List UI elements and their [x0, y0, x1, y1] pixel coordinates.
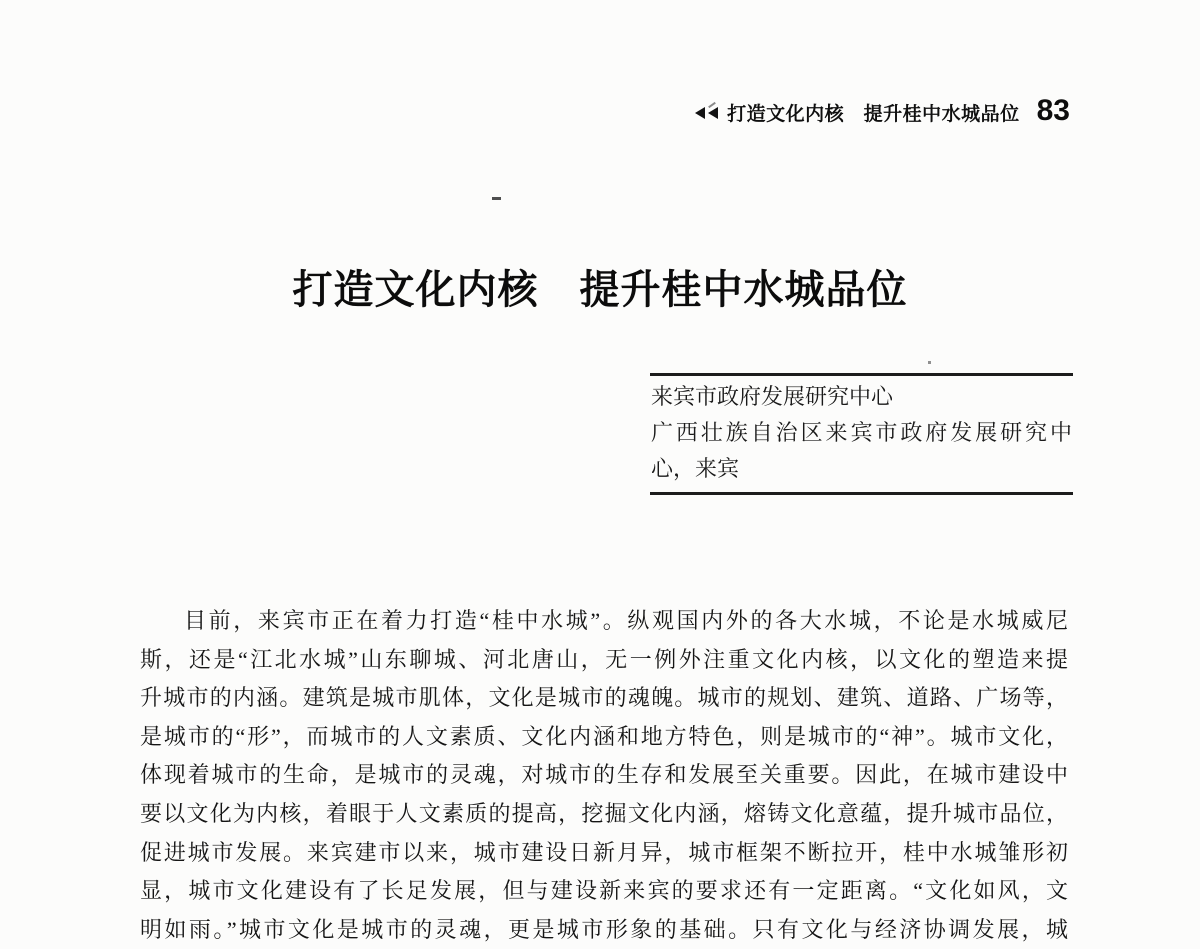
paragraph-line: 升城市的内涵。建筑是城市肌体，文化是城市的魂魄。城市的规划、建筑、道路、广场等， — [140, 685, 1068, 711]
affiliation-line: 来宾市政府发展研究中心 — [651, 384, 894, 409]
paragraph-line: 明如雨。”城市文化是城市的灵魂，更是城市形象的基础。只有文化与经济协调发展，城 — [140, 916, 1068, 942]
paragraph-line: 促进城市发展。来宾建市以来，城市建设日新月异，城市框架不断拉开，桂中水城雏形初 — [140, 839, 1068, 865]
affiliation-block — [650, 373, 1073, 495]
paragraph-line: 体现着城市的生命，是城市的灵魂，对城市的生存和发展至关重要。因此，在城市建设中 — [140, 762, 1068, 788]
paragraph-line: 要以文化为内核，着眼于人文素质的提高，挖掘文化内涵，熔铸文化意蕴，提升城市品位， — [140, 800, 1068, 826]
scan-artifact — [928, 361, 931, 364]
left-triangle-icon — [708, 107, 718, 119]
body-paragraph — [140, 602, 1068, 949]
left-triangle-icon — [695, 107, 705, 119]
scan-artifact — [492, 197, 501, 200]
running-head-title: 打造文化内核 提升桂中水城品位 — [727, 104, 1020, 125]
paragraph-line: 是城市的“形”，而城市的人文素质、文化内涵和地方特色，则是城市的“神”。城市文化， — [140, 723, 1068, 749]
affiliation-line: 广西壮族自治区来宾市政府发展研究中 — [651, 420, 1072, 445]
running-head — [0, 94, 1070, 128]
affiliation-line: 心，来宾 — [651, 456, 740, 481]
paragraph-line: 目前，来宾市正在着力打造“桂中水城”。纵观国内外的各大水城，不论是水城威尼 — [184, 608, 1068, 633]
paragraph-line: 斯，还是“江北水城”山东聊城、河北唐山，无一例外注重文化内核，以文化的塑造来提 — [140, 646, 1068, 672]
double-left-triangle-icon — [695, 107, 718, 119]
paragraph-line: 显，城市文化建设有了长足发展，但与建设新来宾的要求还有一定距离。“文化如风，文 — [140, 878, 1068, 904]
page-number: 83 — [1036, 94, 1070, 127]
article-title: 打造文化内核 提升桂中水城品位 — [292, 266, 908, 312]
